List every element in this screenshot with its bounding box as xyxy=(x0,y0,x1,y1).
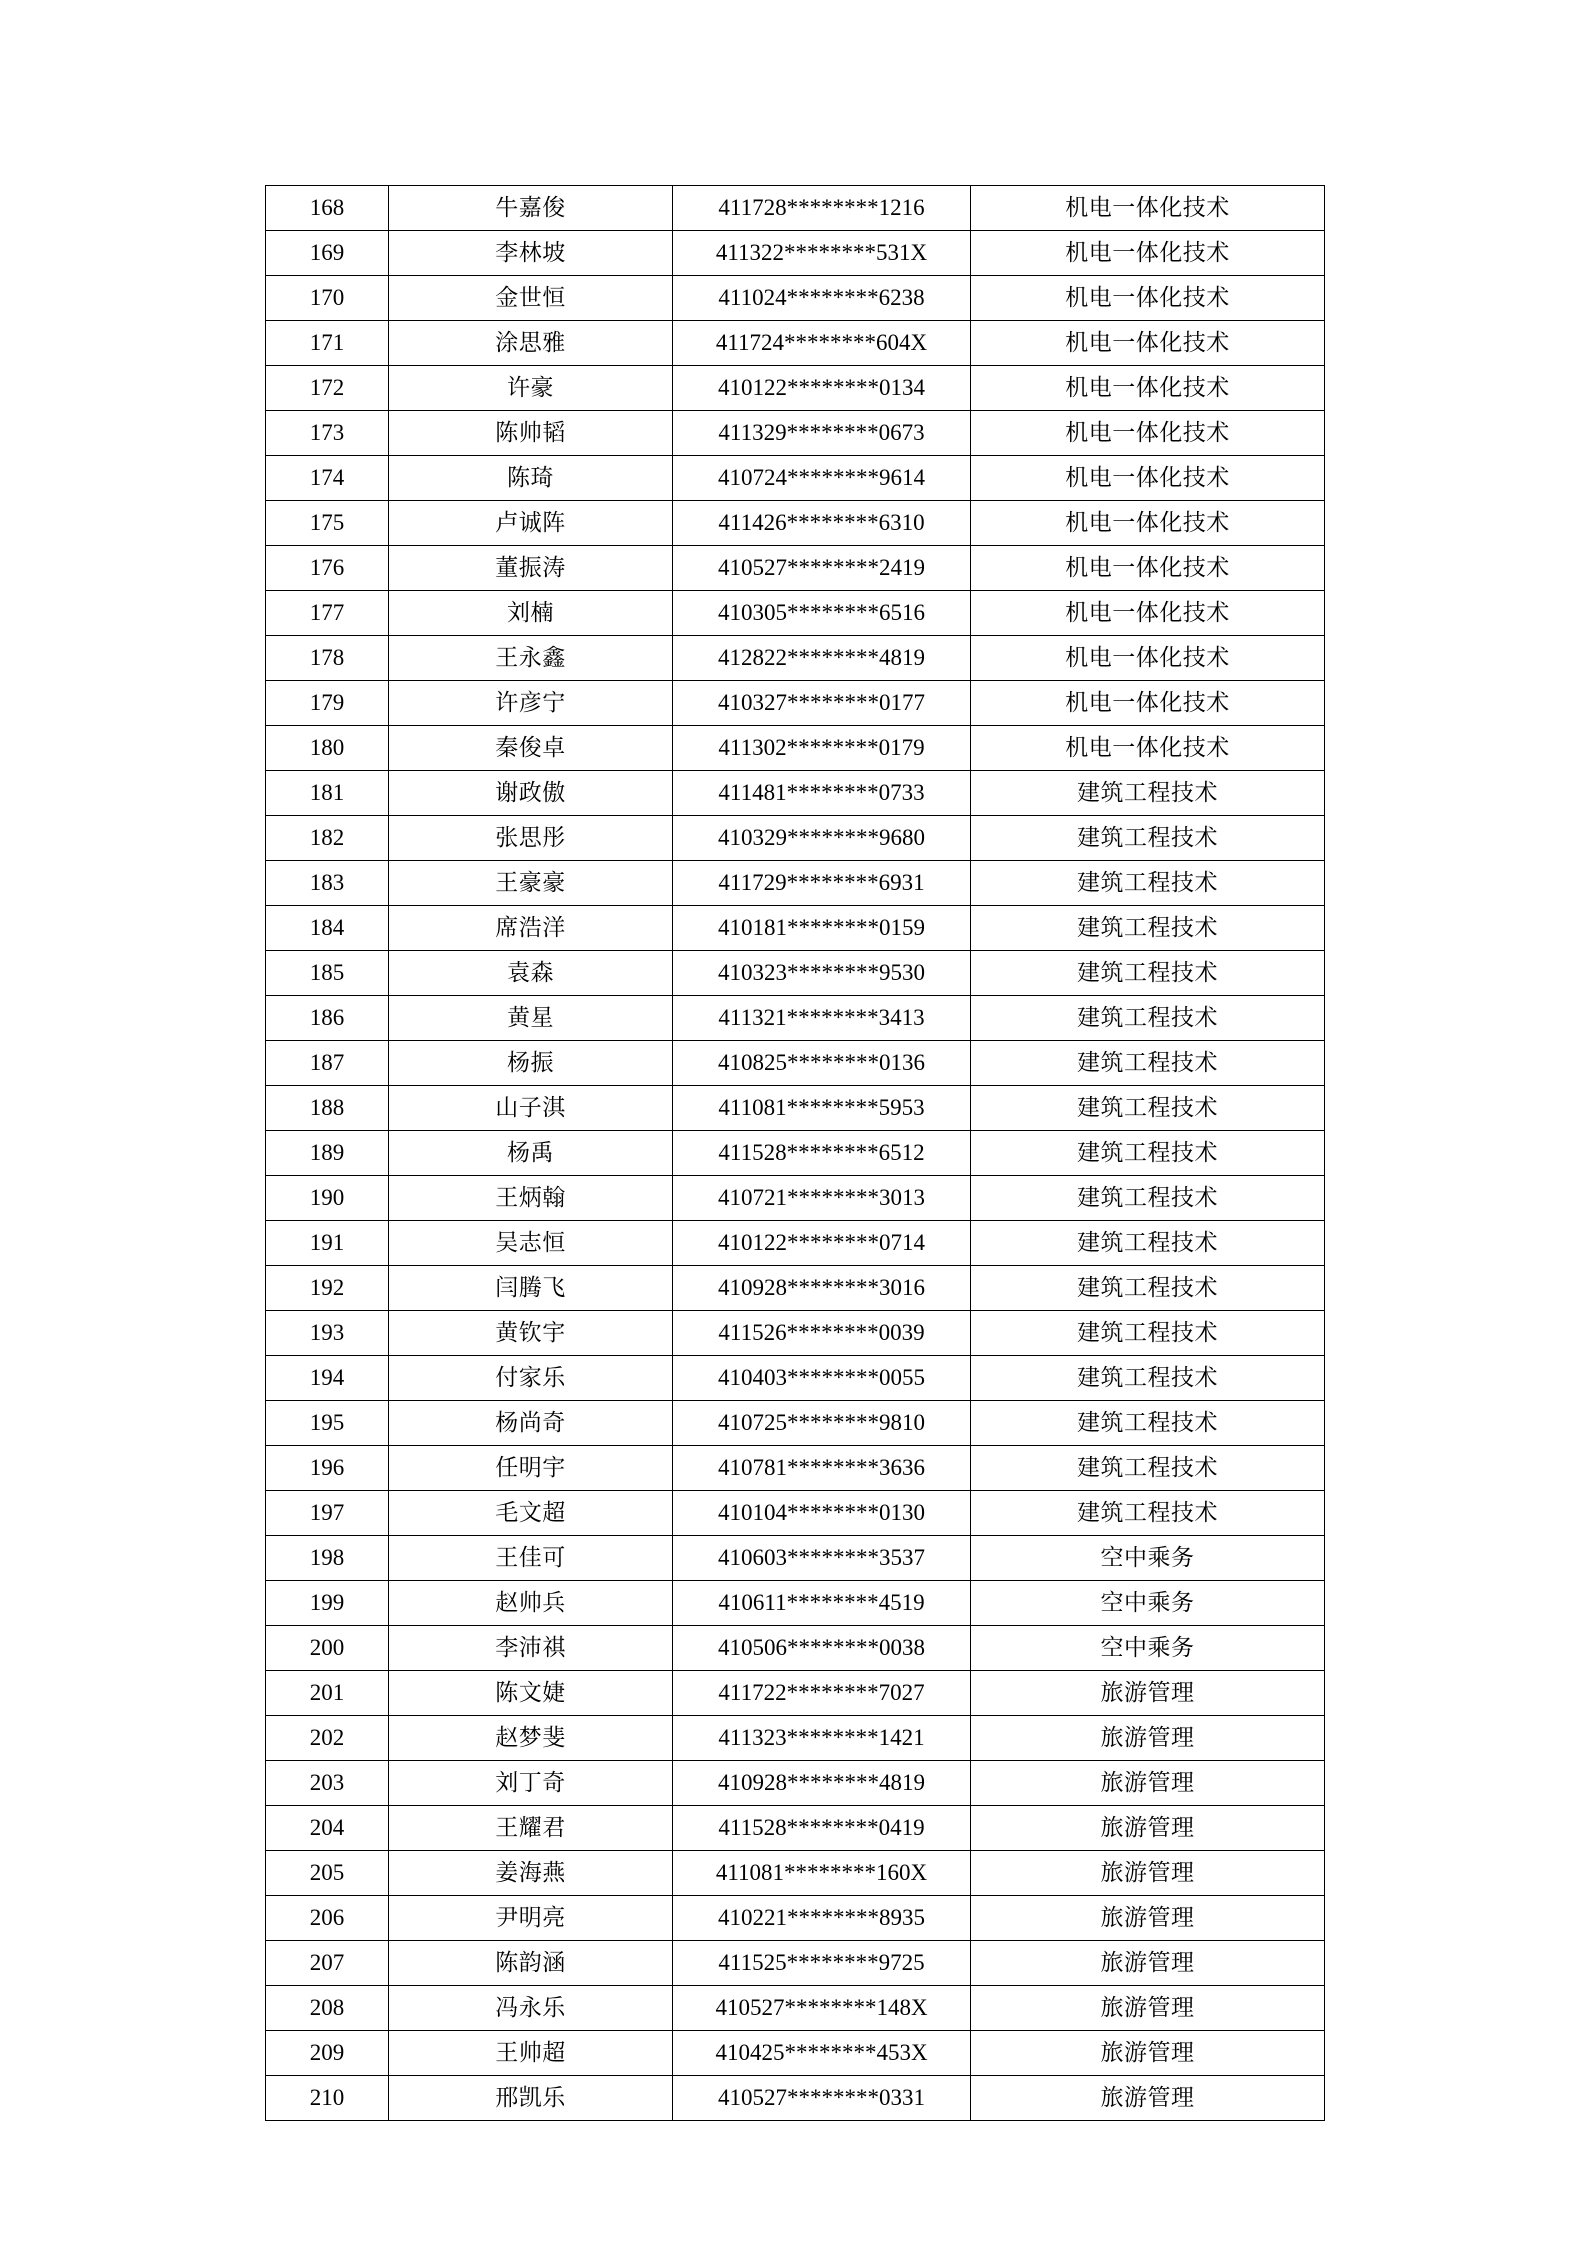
cell-id-number: 411729********6931 xyxy=(673,861,971,906)
cell-id-number: 411321********3413 xyxy=(673,996,971,1041)
table-row xyxy=(266,1401,1325,1446)
table-row xyxy=(266,726,1325,771)
cell-name: 王永鑫 xyxy=(389,636,673,681)
cell-name: 许彦宁 xyxy=(389,681,673,726)
cell-id-number: 411722********7027 xyxy=(673,1671,971,1716)
cell-name: 赵梦斐 xyxy=(389,1716,673,1761)
table-row xyxy=(266,2031,1325,2076)
cell-index: 180 xyxy=(266,726,389,771)
cell-name: 张思彤 xyxy=(389,816,673,861)
cell-name: 黄星 xyxy=(389,996,673,1041)
table-row xyxy=(266,1491,1325,1536)
cell-index: 174 xyxy=(266,456,389,501)
cell-id-number: 410221********8935 xyxy=(673,1896,971,1941)
cell-major: 建筑工程技术 xyxy=(971,1131,1325,1176)
cell-id-number: 410122********0714 xyxy=(673,1221,971,1266)
cell-major: 空中乘务 xyxy=(971,1581,1325,1626)
cell-major: 建筑工程技术 xyxy=(971,1401,1325,1446)
cell-major: 机电一体化技术 xyxy=(971,456,1325,501)
cell-major: 建筑工程技术 xyxy=(971,1041,1325,1086)
cell-major: 机电一体化技术 xyxy=(971,591,1325,636)
cell-index: 196 xyxy=(266,1446,389,1491)
table-row xyxy=(266,456,1325,501)
table-row xyxy=(266,1851,1325,1896)
cell-name: 李沛祺 xyxy=(389,1626,673,1671)
cell-major: 旅游管理 xyxy=(971,1896,1325,1941)
cell-index: 191 xyxy=(266,1221,389,1266)
cell-major: 机电一体化技术 xyxy=(971,321,1325,366)
cell-id-number: 410724********9614 xyxy=(673,456,971,501)
table-row xyxy=(266,1356,1325,1401)
cell-index: 175 xyxy=(266,501,389,546)
cell-name: 刘楠 xyxy=(389,591,673,636)
cell-major: 建筑工程技术 xyxy=(971,1356,1325,1401)
cell-index: 209 xyxy=(266,2031,389,2076)
table-row xyxy=(266,906,1325,951)
cell-id-number: 410305********6516 xyxy=(673,591,971,636)
table-row xyxy=(266,231,1325,276)
table-row xyxy=(266,1086,1325,1131)
cell-major: 旅游管理 xyxy=(971,1806,1325,1851)
table-row xyxy=(266,1716,1325,1761)
cell-id-number: 411323********1421 xyxy=(673,1716,971,1761)
cell-name: 谢政傲 xyxy=(389,771,673,816)
cell-name: 刘丁奇 xyxy=(389,1761,673,1806)
cell-name: 姜海燕 xyxy=(389,1851,673,1896)
cell-name: 许豪 xyxy=(389,366,673,411)
cell-id-number: 410603********3537 xyxy=(673,1536,971,1581)
table-row xyxy=(266,1626,1325,1671)
table-row xyxy=(266,1671,1325,1716)
cell-index: 182 xyxy=(266,816,389,861)
cell-name: 吴志恒 xyxy=(389,1221,673,1266)
table-row xyxy=(266,681,1325,726)
cell-index: 193 xyxy=(266,1311,389,1356)
cell-index: 194 xyxy=(266,1356,389,1401)
table-row xyxy=(266,321,1325,366)
cell-major: 建筑工程技术 xyxy=(971,1221,1325,1266)
cell-id-number: 411724********604X xyxy=(673,321,971,366)
cell-id-number: 412822********4819 xyxy=(673,636,971,681)
cell-major: 机电一体化技术 xyxy=(971,276,1325,321)
cell-id-number: 410781********3636 xyxy=(673,1446,971,1491)
cell-id-number: 410928********4819 xyxy=(673,1761,971,1806)
cell-name: 杨禹 xyxy=(389,1131,673,1176)
table-row xyxy=(266,861,1325,906)
cell-id-number: 410403********0055 xyxy=(673,1356,971,1401)
cell-id-number: 410323********9530 xyxy=(673,951,971,996)
cell-index: 197 xyxy=(266,1491,389,1536)
cell-index: 189 xyxy=(266,1131,389,1176)
cell-name: 陈琦 xyxy=(389,456,673,501)
cell-id-number: 410122********0134 xyxy=(673,366,971,411)
table-row xyxy=(266,1761,1325,1806)
cell-id-number: 410928********3016 xyxy=(673,1266,971,1311)
cell-id-number: 410181********0159 xyxy=(673,906,971,951)
cell-index: 208 xyxy=(266,1986,389,2031)
cell-index: 198 xyxy=(266,1536,389,1581)
table-row xyxy=(266,186,1325,231)
cell-id-number: 410329********9680 xyxy=(673,816,971,861)
cell-id-number: 411528********6512 xyxy=(673,1131,971,1176)
cell-major: 建筑工程技术 xyxy=(971,1086,1325,1131)
cell-index: 183 xyxy=(266,861,389,906)
cell-index: 204 xyxy=(266,1806,389,1851)
cell-index: 200 xyxy=(266,1626,389,1671)
table-row xyxy=(266,1536,1325,1581)
cell-index: 202 xyxy=(266,1716,389,1761)
cell-name: 董振涛 xyxy=(389,546,673,591)
cell-name: 冯永乐 xyxy=(389,1986,673,2031)
table-row xyxy=(266,1896,1325,1941)
cell-id-number: 410506********0038 xyxy=(673,1626,971,1671)
cell-major: 机电一体化技术 xyxy=(971,636,1325,681)
roster-table xyxy=(265,185,1325,2121)
cell-id-number: 410527********148X xyxy=(673,1986,971,2031)
table-row xyxy=(266,636,1325,681)
cell-name: 王帅超 xyxy=(389,2031,673,2076)
cell-id-number: 411526********0039 xyxy=(673,1311,971,1356)
cell-id-number: 411525********9725 xyxy=(673,1941,971,1986)
cell-name: 席浩洋 xyxy=(389,906,673,951)
cell-index: 176 xyxy=(266,546,389,591)
cell-major: 建筑工程技术 xyxy=(971,951,1325,996)
cell-index: 207 xyxy=(266,1941,389,1986)
cell-index: 195 xyxy=(266,1401,389,1446)
table-row xyxy=(266,1221,1325,1266)
cell-major: 旅游管理 xyxy=(971,1941,1325,1986)
cell-name: 杨尚奇 xyxy=(389,1401,673,1446)
table-row xyxy=(266,1806,1325,1851)
table-row xyxy=(266,1266,1325,1311)
cell-name: 秦俊卓 xyxy=(389,726,673,771)
cell-name: 付家乐 xyxy=(389,1356,673,1401)
table-row xyxy=(266,591,1325,636)
cell-major: 机电一体化技术 xyxy=(971,726,1325,771)
cell-name: 王炳翰 xyxy=(389,1176,673,1221)
table-row xyxy=(266,411,1325,456)
cell-id-number: 410725********9810 xyxy=(673,1401,971,1446)
table-row xyxy=(266,771,1325,816)
roster-table-container xyxy=(265,185,1320,2121)
cell-name: 任明宇 xyxy=(389,1446,673,1491)
cell-name: 王耀君 xyxy=(389,1806,673,1851)
table-row xyxy=(266,276,1325,321)
cell-major: 旅游管理 xyxy=(971,1986,1325,2031)
table-row xyxy=(266,501,1325,546)
cell-name: 尹明亮 xyxy=(389,1896,673,1941)
table-row xyxy=(266,1176,1325,1221)
cell-id-number: 410825********0136 xyxy=(673,1041,971,1086)
cell-major: 建筑工程技术 xyxy=(971,816,1325,861)
cell-name: 邢凯乐 xyxy=(389,2076,673,2121)
cell-name: 赵帅兵 xyxy=(389,1581,673,1626)
roster-table-body xyxy=(266,186,1325,2121)
cell-name: 山子淇 xyxy=(389,1086,673,1131)
cell-name: 李林坡 xyxy=(389,231,673,276)
cell-name: 牛嘉俊 xyxy=(389,186,673,231)
cell-index: 179 xyxy=(266,681,389,726)
table-row xyxy=(266,1131,1325,1176)
cell-id-number: 411081********160X xyxy=(673,1851,971,1896)
cell-index: 181 xyxy=(266,771,389,816)
cell-major: 建筑工程技术 xyxy=(971,1176,1325,1221)
cell-major: 机电一体化技术 xyxy=(971,411,1325,456)
table-row xyxy=(266,546,1325,591)
cell-major: 建筑工程技术 xyxy=(971,996,1325,1041)
cell-index: 170 xyxy=(266,276,389,321)
cell-id-number: 411481********0733 xyxy=(673,771,971,816)
cell-id-number: 411528********0419 xyxy=(673,1806,971,1851)
cell-id-number: 410425********453X xyxy=(673,2031,971,2076)
cell-name: 陈文婕 xyxy=(389,1671,673,1716)
cell-name: 杨振 xyxy=(389,1041,673,1086)
cell-name: 涂思雅 xyxy=(389,321,673,366)
cell-index: 201 xyxy=(266,1671,389,1716)
table-row xyxy=(266,2076,1325,2121)
cell-id-number: 410527********2419 xyxy=(673,546,971,591)
cell-id-number: 410721********3013 xyxy=(673,1176,971,1221)
cell-major: 机电一体化技术 xyxy=(971,186,1325,231)
cell-major: 建筑工程技术 xyxy=(971,1311,1325,1356)
cell-index: 177 xyxy=(266,591,389,636)
cell-major: 旅游管理 xyxy=(971,2031,1325,2076)
cell-index: 172 xyxy=(266,366,389,411)
cell-name: 金世恒 xyxy=(389,276,673,321)
cell-id-number: 411302********0179 xyxy=(673,726,971,771)
cell-id-number: 411329********0673 xyxy=(673,411,971,456)
cell-index: 192 xyxy=(266,1266,389,1311)
table-row xyxy=(266,366,1325,411)
cell-major: 建筑工程技术 xyxy=(971,861,1325,906)
cell-index: 171 xyxy=(266,321,389,366)
cell-id-number: 411024********6238 xyxy=(673,276,971,321)
cell-index: 187 xyxy=(266,1041,389,1086)
cell-major: 建筑工程技术 xyxy=(971,906,1325,951)
cell-index: 190 xyxy=(266,1176,389,1221)
cell-name: 王佳可 xyxy=(389,1536,673,1581)
cell-major: 机电一体化技术 xyxy=(971,681,1325,726)
cell-major: 旅游管理 xyxy=(971,1761,1325,1806)
cell-major: 旅游管理 xyxy=(971,1851,1325,1896)
table-row xyxy=(266,1581,1325,1626)
cell-index: 185 xyxy=(266,951,389,996)
cell-name: 袁森 xyxy=(389,951,673,996)
cell-index: 210 xyxy=(266,2076,389,2121)
cell-index: 186 xyxy=(266,996,389,1041)
cell-name: 陈帅韬 xyxy=(389,411,673,456)
cell-id-number: 411426********6310 xyxy=(673,501,971,546)
cell-index: 206 xyxy=(266,1896,389,1941)
table-row xyxy=(266,1446,1325,1491)
cell-index: 203 xyxy=(266,1761,389,1806)
cell-name: 陈韵涵 xyxy=(389,1941,673,1986)
cell-id-number: 410611********4519 xyxy=(673,1581,971,1626)
cell-id-number: 411728********1216 xyxy=(673,186,971,231)
cell-index: 205 xyxy=(266,1851,389,1896)
cell-index: 169 xyxy=(266,231,389,276)
cell-major: 空中乘务 xyxy=(971,1536,1325,1581)
cell-major: 机电一体化技术 xyxy=(971,546,1325,591)
table-row xyxy=(266,816,1325,861)
cell-major: 机电一体化技术 xyxy=(971,501,1325,546)
cell-id-number: 410104********0130 xyxy=(673,1491,971,1536)
cell-name: 卢诚阵 xyxy=(389,501,673,546)
cell-major: 空中乘务 xyxy=(971,1626,1325,1671)
table-row xyxy=(266,1941,1325,1986)
cell-major: 建筑工程技术 xyxy=(971,771,1325,816)
cell-major: 旅游管理 xyxy=(971,1671,1325,1716)
cell-id-number: 410527********0331 xyxy=(673,2076,971,2121)
table-row xyxy=(266,1311,1325,1356)
cell-major: 建筑工程技术 xyxy=(971,1266,1325,1311)
cell-index: 184 xyxy=(266,906,389,951)
cell-major: 建筑工程技术 xyxy=(971,1446,1325,1491)
cell-major: 旅游管理 xyxy=(971,2076,1325,2121)
cell-major: 建筑工程技术 xyxy=(971,1491,1325,1536)
table-row xyxy=(266,1986,1325,2031)
cell-major: 机电一体化技术 xyxy=(971,231,1325,276)
cell-major: 旅游管理 xyxy=(971,1716,1325,1761)
cell-id-number: 411322********531X xyxy=(673,231,971,276)
cell-name: 毛文超 xyxy=(389,1491,673,1536)
cell-id-number: 410327********0177 xyxy=(673,681,971,726)
table-row xyxy=(266,1041,1325,1086)
cell-name: 王豪豪 xyxy=(389,861,673,906)
cell-major: 机电一体化技术 xyxy=(971,366,1325,411)
cell-index: 173 xyxy=(266,411,389,456)
cell-name: 闫腾飞 xyxy=(389,1266,673,1311)
cell-index: 199 xyxy=(266,1581,389,1626)
cell-index: 168 xyxy=(266,186,389,231)
cell-index: 178 xyxy=(266,636,389,681)
table-row xyxy=(266,996,1325,1041)
cell-index: 188 xyxy=(266,1086,389,1131)
table-row xyxy=(266,951,1325,996)
cell-name: 黄钦宇 xyxy=(389,1311,673,1356)
cell-id-number: 411081********5953 xyxy=(673,1086,971,1131)
